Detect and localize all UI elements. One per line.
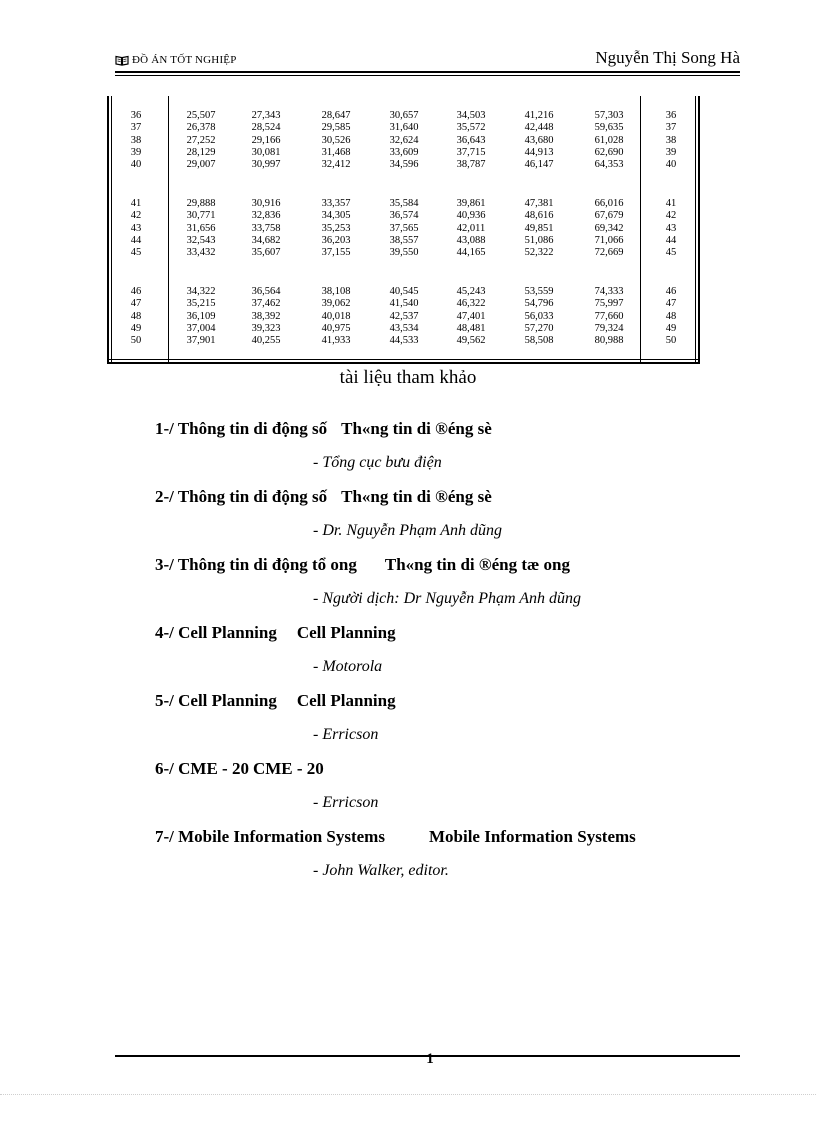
table-cell: 74,333 [594, 286, 624, 297]
table-cell: 48 [665, 310, 677, 322]
reference-title-duplicate: CME - 20 [252, 759, 324, 778]
table-cell: 42 [665, 210, 677, 222]
table-cell: 62,690 [594, 146, 624, 158]
table-cell: 49,562 [456, 335, 486, 347]
table-row [107, 135, 700, 147]
table-cell: 40 [665, 159, 677, 171]
table-cell: 64,353 [594, 159, 624, 171]
table-cell: 42,537 [389, 310, 419, 322]
table-cell: 37,565 [389, 222, 419, 234]
table-cell: 29,888 [186, 198, 216, 209]
table-cell: 69,342 [594, 222, 624, 234]
reference-title-line [155, 616, 775, 650]
reference-item [155, 548, 775, 616]
table-cell: 47 [130, 298, 142, 310]
table-cell: 33,357 [321, 198, 351, 209]
table-cell: 34,322 [186, 286, 216, 297]
table-cell: 39 [665, 146, 677, 158]
table-cell: 37 [665, 122, 677, 134]
table-cell: 35,253 [321, 222, 351, 234]
table-cell: 44,913 [524, 146, 554, 158]
table-cell: 41,933 [321, 335, 351, 347]
reference-item [155, 412, 775, 480]
table-cell: 40,545 [389, 286, 419, 297]
thesis-label: ĐỒ ÁN TỐT NGHIỆP [132, 54, 237, 66]
table-cell: 45 [665, 247, 677, 259]
value-table [107, 96, 700, 360]
table-cell: 53,559 [524, 286, 554, 297]
reference-title-line [155, 684, 775, 718]
table-cell: 34,503 [456, 110, 486, 121]
reference-author: - Erricson [313, 726, 379, 743]
table-cell: 39,550 [389, 247, 419, 259]
table-cell: 40,018 [321, 310, 351, 322]
table-cell: 43,534 [389, 322, 419, 334]
table-cell: 49 [130, 322, 142, 334]
table-cell: 51,086 [524, 234, 554, 246]
table-row [107, 110, 700, 122]
open-book-icon [115, 55, 129, 66]
table-cell: 77,660 [594, 310, 624, 322]
table-cell: 58,508 [524, 335, 554, 347]
reference-number: 6-/ [155, 759, 174, 778]
table-cell: 41,216 [524, 110, 554, 121]
table-cell: 36,203 [321, 234, 351, 246]
table-cell: 75,997 [594, 298, 624, 310]
table-cell: 44,165 [456, 247, 486, 259]
reference-number: 1-/ [155, 419, 174, 438]
table-cell: 37 [130, 122, 142, 134]
table-cell: 36 [665, 110, 677, 121]
table-cell: 36,564 [251, 286, 281, 297]
table-row [107, 298, 700, 310]
reference-author: - Motorola [313, 658, 383, 675]
table-cell: 40,936 [456, 210, 486, 222]
table-cell: 28,524 [251, 122, 281, 134]
table-cell: 47,401 [456, 310, 486, 322]
reference-author: - Tổng cục bưu điện [313, 454, 442, 471]
table-cell: 32,836 [251, 210, 281, 222]
table-cell: 33,758 [251, 222, 281, 234]
table-cell: 42,011 [456, 222, 486, 234]
reference-title-duplicate: Th«ng tin di ®éng sè [341, 487, 492, 506]
table-cell: 41,540 [389, 298, 419, 310]
reference-author: - Người dịch: Dr Nguyễn Phạm Anh dũng [313, 590, 582, 607]
reference-item [155, 616, 775, 684]
table-cell: 41 [130, 198, 142, 209]
table-cell: 54,796 [524, 298, 554, 310]
table-cell: 61,028 [594, 134, 624, 146]
reference-item [155, 820, 775, 888]
table-cell: 46 [665, 286, 677, 297]
table-row [107, 147, 700, 159]
table-cell: 41 [665, 198, 677, 209]
table-cell: 66,016 [594, 198, 624, 209]
reference-title-duplicate: Cell Planning [296, 691, 396, 710]
header-rule [115, 71, 740, 73]
table-row [107, 335, 700, 347]
table-cell: 36,109 [186, 310, 216, 322]
page-header [115, 48, 740, 72]
table-cell: 50 [665, 335, 677, 347]
table-cell: 29,585 [321, 122, 351, 134]
reference-item [155, 752, 775, 820]
references-list [155, 412, 775, 888]
table-cell: 48,481 [456, 322, 486, 334]
table-cell: 79,324 [594, 322, 624, 334]
reference-title: Thông tin di động số [177, 487, 328, 506]
table-cell: 39,323 [251, 322, 281, 334]
author-name: Nguyễn Thị Song Hà [595, 48, 740, 67]
reference-title: Mobile Information Systems [178, 827, 385, 846]
table-cell: 27,343 [251, 110, 281, 121]
reference-author: - Erricson [313, 794, 379, 811]
table-cell: 43 [130, 222, 142, 234]
table-cell: 31,656 [186, 222, 216, 234]
table-cell: 37,462 [251, 298, 281, 310]
table-cell: 43,088 [456, 234, 486, 246]
table-cell: 38,108 [321, 286, 351, 297]
table-cell: 30,997 [251, 159, 281, 171]
reference-title: Thông tin di động tổ ong [177, 555, 357, 574]
table-row [107, 247, 700, 259]
table-row [107, 159, 700, 171]
table-cell: 40 [130, 159, 142, 171]
reference-item [155, 684, 775, 752]
table-cell: 32,543 [186, 234, 216, 246]
reference-title-duplicate: Th«ng tin di ®éng sè [341, 419, 492, 438]
reference-title: CME - 20 [178, 759, 249, 778]
table-cell: 34,682 [251, 234, 281, 246]
table-cell: 35,607 [251, 247, 281, 259]
table-cell: 33,432 [186, 247, 216, 259]
page-number: 1 [426, 1051, 434, 1067]
table-cell: 47 [665, 298, 677, 310]
table-cell: 48 [130, 310, 142, 322]
table-cell: 29,166 [251, 134, 281, 146]
table-group [107, 110, 700, 171]
reference-title-duplicate: Th«ng tin di ®éng tæ ong [384, 555, 570, 574]
table-cell: 46 [130, 286, 142, 297]
table-cell: 32,624 [389, 134, 419, 146]
reference-title-line [155, 752, 775, 786]
table-row [107, 311, 700, 323]
table-cell: 34,305 [321, 210, 351, 222]
table-group [107, 198, 700, 259]
reference-title-duplicate: Cell Planning [296, 623, 396, 642]
table-cell: 40,975 [321, 322, 351, 334]
table-cell: 37,155 [321, 247, 351, 259]
table-cell: 31,640 [389, 122, 419, 134]
table-cell: 43 [665, 222, 677, 234]
table-cell: 52,322 [524, 247, 554, 259]
table-cell: 37,901 [186, 335, 216, 347]
table-group [107, 286, 700, 347]
table-cell: 35,215 [186, 298, 216, 310]
reference-author: - John Walker, editor. [313, 862, 449, 879]
reference-title: Cell Planning [178, 691, 277, 710]
table-cell: 25,507 [186, 110, 216, 121]
table-cell: 50 [130, 335, 142, 347]
reference-number: 7-/ [155, 827, 174, 846]
page-bottom-border [0, 1094, 816, 1096]
table-row [107, 223, 700, 235]
table-cell: 31,468 [321, 146, 351, 158]
table-cell: 46,322 [456, 298, 486, 310]
table-cell: 49 [665, 322, 677, 334]
table-cell: 30,526 [321, 134, 351, 146]
table-cell: 43,680 [524, 134, 554, 146]
table-cell: 44 [665, 234, 677, 246]
header-left [115, 54, 237, 66]
table-cell: 67,679 [594, 210, 624, 222]
table-cell: 59,635 [594, 122, 624, 134]
reference-number: 3-/ [155, 555, 174, 574]
reference-item [155, 480, 775, 548]
table-cell: 49,851 [524, 222, 554, 234]
table-cell: 27,252 [186, 134, 216, 146]
table-cell: 38 [665, 134, 677, 146]
reference-title-duplicate: Mobile Information Systems [428, 827, 636, 846]
table-cell: 40,255 [251, 335, 281, 347]
table-cell: 28,647 [321, 110, 351, 121]
table-cell: 39,062 [321, 298, 351, 310]
table-border [107, 362, 700, 364]
references-title: tài liệu tham khảo [339, 367, 477, 388]
table-cell: 36,574 [389, 210, 419, 222]
table-cell: 38 [130, 134, 142, 146]
table-cell: 39 [130, 146, 142, 158]
table-cell: 44,533 [389, 335, 419, 347]
reference-title: Thông tin di động số [177, 419, 328, 438]
table-cell: 30,657 [389, 110, 419, 121]
table-row [107, 198, 700, 210]
table-cell: 80,988 [594, 335, 624, 347]
table-cell: 30,771 [186, 210, 216, 222]
table-cell: 38,787 [456, 159, 486, 171]
table-cell: 33,609 [389, 146, 419, 158]
table-cell: 30,081 [251, 146, 281, 158]
reference-title-line [155, 480, 775, 514]
reference-title-line [155, 820, 775, 854]
table-cell: 42,448 [524, 122, 554, 134]
reference-number: 5-/ [155, 691, 174, 710]
table-row [107, 286, 700, 298]
table-cell: 38,392 [251, 310, 281, 322]
table-cell: 36,643 [456, 134, 486, 146]
table-cell: 26,378 [186, 122, 216, 134]
header-rule-thin [115, 75, 740, 76]
table-cell: 57,270 [524, 322, 554, 334]
table-border [107, 359, 700, 360]
table-cell: 30,916 [251, 198, 281, 209]
table-cell: 46,147 [524, 159, 554, 171]
table-cell: 37,715 [456, 146, 486, 158]
reference-title-line [155, 548, 775, 582]
table-row [107, 122, 700, 134]
table-row [107, 235, 700, 247]
table-row [107, 323, 700, 335]
reference-number: 2-/ [155, 487, 174, 506]
table-cell: 35,572 [456, 122, 486, 134]
table-row [107, 210, 700, 222]
table-cell: 28,129 [186, 146, 216, 158]
table-cell: 56,033 [524, 310, 554, 322]
table-cell: 35,584 [389, 198, 419, 209]
table-cell: 36 [130, 110, 142, 121]
reference-number: 4-/ [155, 623, 174, 642]
table-cell: 57,303 [594, 110, 624, 121]
table-cell: 34,596 [389, 159, 419, 171]
reference-title-line [155, 412, 775, 446]
table-cell: 45 [130, 247, 142, 259]
table-cell: 47,381 [524, 198, 554, 209]
table-cell: 39,861 [456, 198, 486, 209]
table-cell: 38,557 [389, 234, 419, 246]
table-cell: 72,669 [594, 247, 624, 259]
table-cell: 45,243 [456, 286, 486, 297]
table-cell: 37,004 [186, 322, 216, 334]
table-cell: 42 [130, 210, 142, 222]
table-cell: 32,412 [321, 159, 351, 171]
reference-author: - Dr. Nguyễn Phạm Anh dũng [313, 522, 503, 539]
table-cell: 44 [130, 234, 142, 246]
table-cell: 48,616 [524, 210, 554, 222]
table-cell: 71,066 [594, 234, 624, 246]
reference-title: Cell Planning [178, 623, 277, 642]
table-cell: 29,007 [186, 159, 216, 171]
